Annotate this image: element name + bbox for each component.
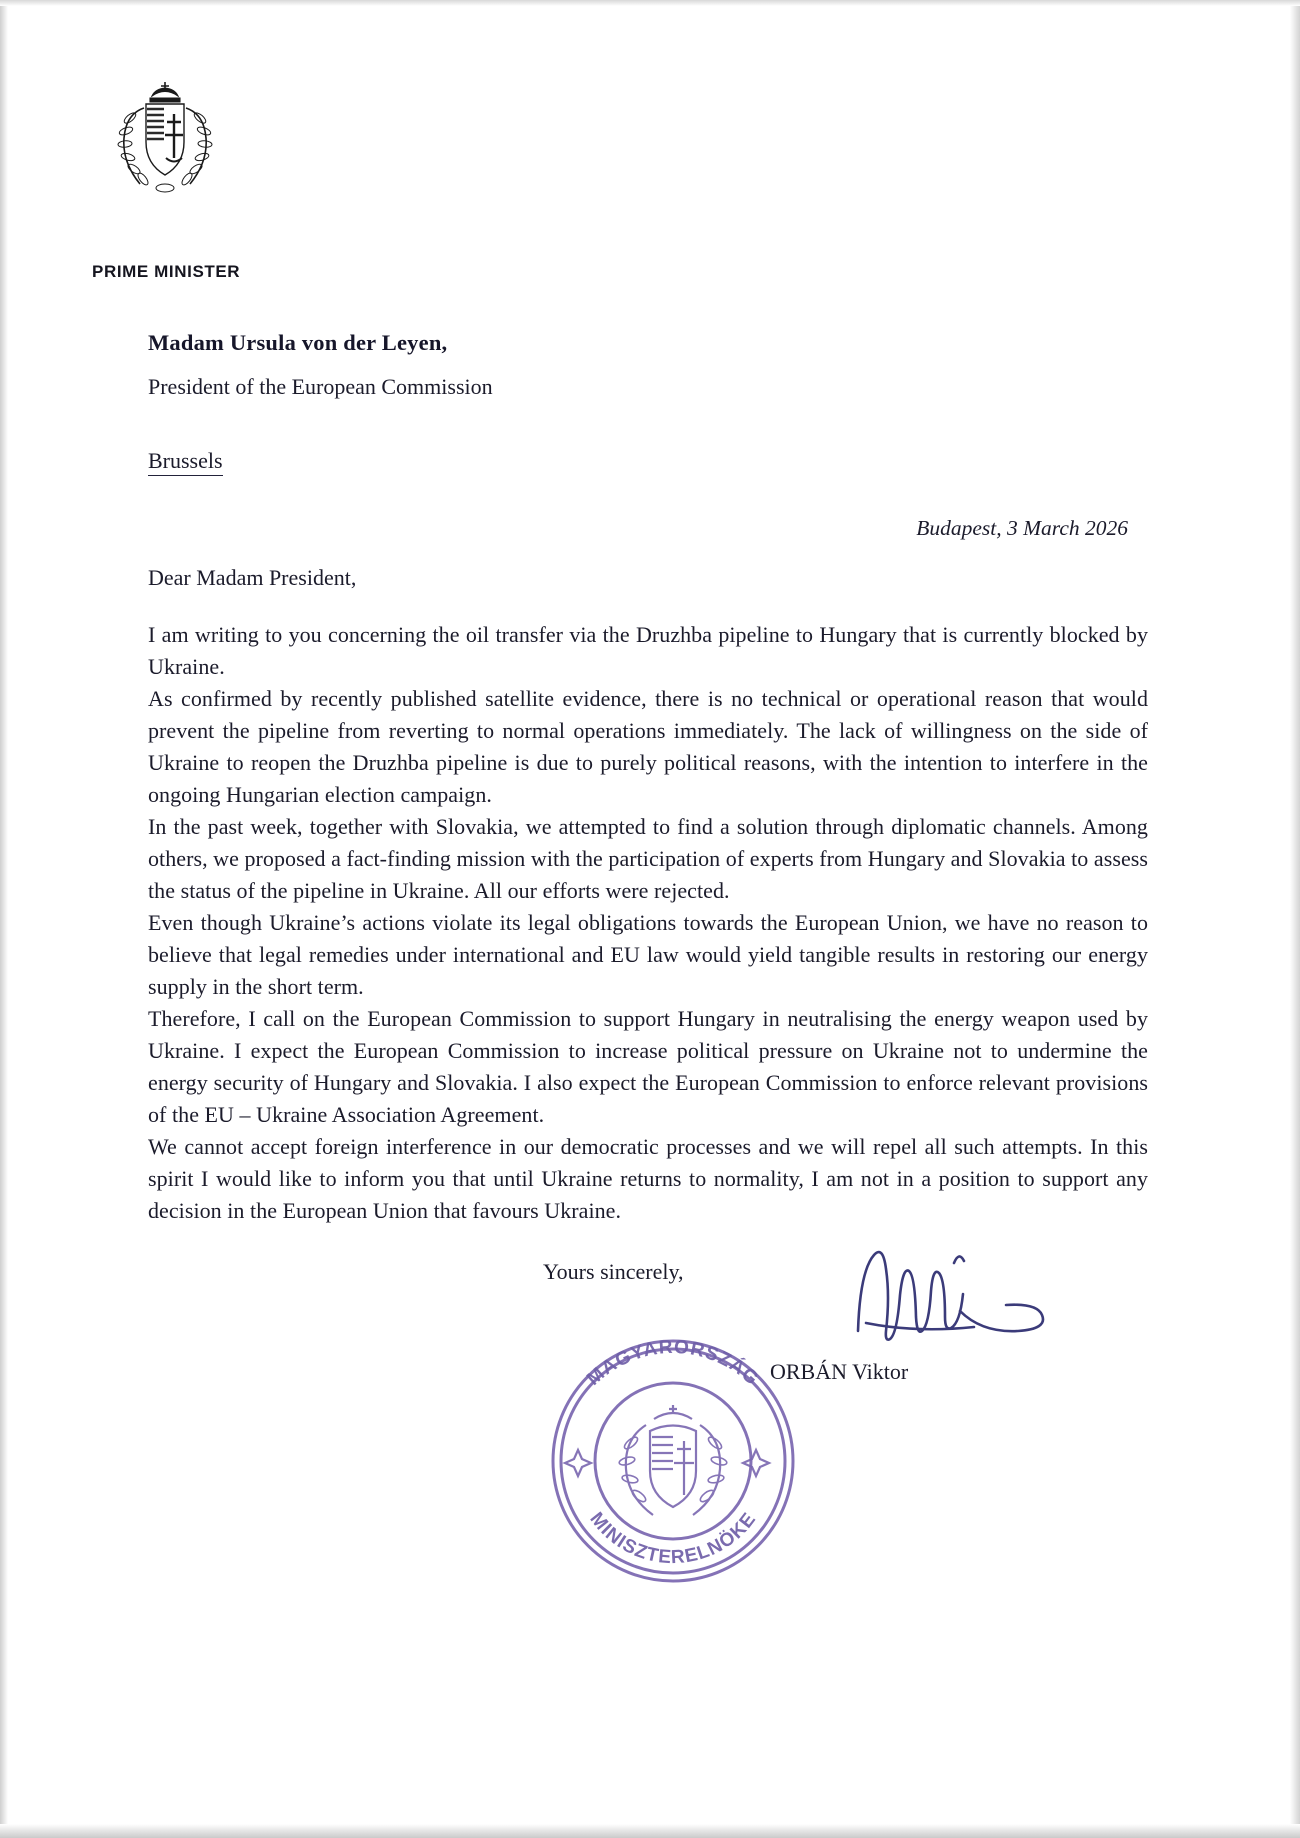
letter-body <box>148 619 1148 1227</box>
page-edge-bottom <box>0 1824 1300 1838</box>
stamp-bottom-text: MINISZTERELNÖKE <box>585 1508 761 1569</box>
page-edge-left <box>0 0 8 1838</box>
letterhead-title: PRIME MINISTER <box>92 262 241 281</box>
addressee-role: President of the European Commission <box>148 374 493 399</box>
letter-paragraph: Even though Ukraine’s actions violate its legal obligations towards the European Union, we have no reason to believe that legal remedies under international and EU law would yield tangible results in restoring our energy supply in the short term. <box>148 910 1148 999</box>
hungarian-coat-of-arms-icon <box>110 78 220 203</box>
letter-paragraph: We cannot accept foreign interference in our democratic processes and we will repel all such attempts. In this spirit I would like to inform you that until Ukraine returns to normality, I am not in a position to support any decision in the European Union that favours Ukraine. <box>148 1134 1148 1223</box>
dateline: Budapest, 3 March 2026 <box>916 516 1128 540</box>
letter-paragraph: In the past week, together with Slovakia, we attempted to find a solution through diplomatic channels. Among others, we proposed a fact-finding mission with the participation of experts from Hungary and Slovakia to assess the status of the pipeline in Ukraine. All our efforts were rejected. <box>148 814 1148 903</box>
page-edge-top <box>0 0 1300 6</box>
signatory-name: ORBÁN Viktor <box>770 1359 909 1384</box>
signature-block <box>148 1253 1148 1569</box>
letter-paragraph: As confirmed by recently published satellite evidence, there is no technical or operational reason that would prevent the pipeline from reverting to normal operations immediately. The lack of willingness on the side of Ukraine to reopen the Druzhba pipeline is due to purely political reasons, with the intention to interfere in the ongoing Hungarian election campaign. <box>148 686 1148 807</box>
addressee-name: Madam Ursula von der Leyen, <box>148 330 448 355</box>
letter-paragraph: Therefore, I call on the European Commission to support Hungary in neutralising the energy weapon used by Ukraine. I expect the European Commission to increase political pressure on Ukraine not to undermine the energy security of Hungary and Slovakia. I also expect the European Commission to enforce relevant provisions of the EU – Ukraine Association Agreement. <box>148 1006 1148 1127</box>
addressee-city: Brussels <box>148 448 223 476</box>
closing-phrase: Yours sincerely, <box>543 1259 684 1284</box>
official-round-stamp-icon <box>528 1313 818 1603</box>
stamp-top-text: MAGYARORSZÁG <box>583 1336 763 1390</box>
page-edge-right <box>1290 0 1300 1838</box>
salutation: Dear Madam President, <box>148 565 357 590</box>
letter-paragraph: I am writing to you concerning the oil transfer via the Druzhba pipeline to Hungary that is currently blocked by Ukraine. <box>148 622 1148 679</box>
letter-content <box>148 330 1148 1569</box>
